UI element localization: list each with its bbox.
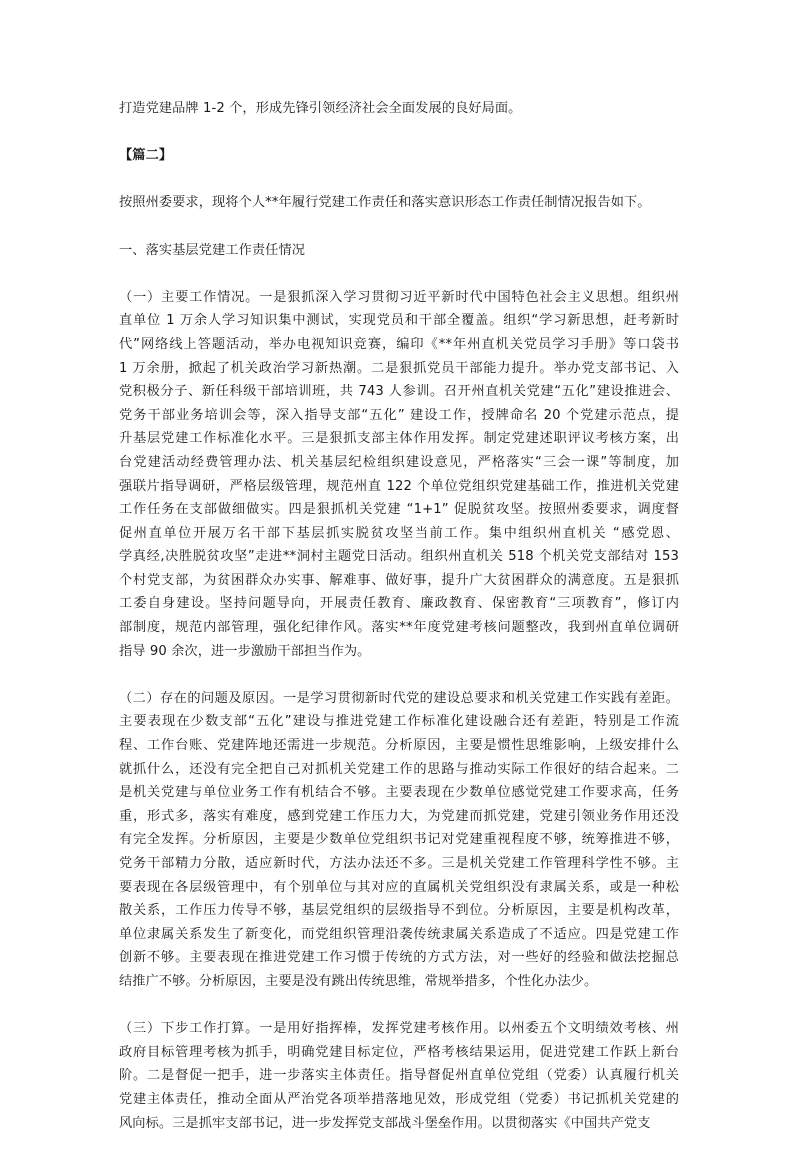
text-line: 学真经,决胜脱贫攻坚”走进**洞村主题党日活动。组织州直机关 518 个机关党支部结对 153: [119, 549, 679, 565]
text-line: 结推广不够。分析原因，主要是没有跳出传统思维，常规举措多，个性化办法少。: [119, 973, 598, 989]
text-line: 是机关党建与单位业务工作有机结合不够。主要表现在少数单位感觉党建工作要求高，任务: [119, 785, 679, 801]
text-line: 党务干部业务培训会等，深入指导支部“五化” 建设工作，授牌命名 20 个党建示范点，提: [119, 407, 679, 423]
paragraph-main-work: [119, 286, 679, 664]
text-line: 风向标。三是抓牢支部书记，进一步发挥党支部战斗堡垒作用。以贯彻落实《中国共产党支: [119, 1115, 651, 1131]
text-line: 程、工作台账、党建阵地还需进一步规范。分析原因，主要是惯性思维影响，上级安排什么: [119, 738, 679, 754]
paragraph-problems: [119, 687, 679, 994]
text-line: 创新不够。主要表现在推进党建工作习惯于传统的方式方法，对一些好的经验和做法挖掘总: [119, 950, 679, 966]
text-line: 单位隶属关系发生了新变化，而党组织管理沿袭传统隶属关系造成了不适应。四是党建工作: [119, 926, 679, 942]
text-line: 代”网络线上答题活动，举办电视知识竞赛，编印《**年州直机关党员学习手册》等口袋书: [119, 336, 679, 352]
text-line: 促州直单位开展万名干部下基层抓实脱贫攻坚当前工作。集中组织州直机关 “感党恩、: [119, 525, 679, 541]
text-line: 一、落实基层党建工作责任情况: [119, 242, 306, 258]
text-line: 直单位 1 万余人学习知识集中测试，实现党员和干部全覆盖。组织“学习新思想，赶考新时: [119, 313, 679, 329]
text-line: 按照州委要求，现将个人**年履行党建工作责任和落实意识形态工作责任制情况报告如下。: [119, 195, 651, 211]
text-line: 有完全发挥。分析原因，主要是少数单位党组织书记对党建重视程度不够，统筹推进不够，: [119, 832, 679, 848]
paragraph-closing: [119, 97, 679, 121]
text-line: 升基层党建工作标准化水平。三是狠抓支部主体作用发挥。制定党建述职评议考核方案，出: [119, 431, 679, 447]
text-line: 指导 90 余次，进一步激励干部担当作为。: [119, 643, 371, 659]
text-line: 工作任务在支部做细做实。四是狠抓机关党建 “1+1” 促脱贫攻坚。按照州委要求，调度督: [119, 502, 679, 518]
heading-section-one: [119, 239, 679, 263]
text-line: 工委自身建设。坚持问题导向，开展责任教育、廉政教育、保密教育“三项教育”，修订内: [119, 596, 679, 612]
text-line: 个村党支部，为贫困群众办实事、解难事、做好事，提升广大贫困群众的满意度。五是狠抓: [119, 572, 679, 588]
text-line: （一）主要工作情况。一是狠抓深入学习贯彻习近平新时代中国特色社会主义思想。组织州: [119, 289, 679, 305]
text-line: 党积极分子、新任科级干部培训班，共 743 人参训。召开州直机关党建“五化”建设推进会、: [119, 384, 679, 400]
text-line: 政府目标管理考核为抓手，明确党建目标定位，严格考核结果运用，促进党建工作跃上新台: [119, 1044, 679, 1060]
document-page: [119, 97, 679, 1159]
text-line: 要表现在各层级管理中，有个别单位与其对应的直属机关党组织没有隶属关系，或是一种松: [119, 879, 679, 895]
text-line: （三）下步工作打算。一是用好指挥棒，发挥党建考核作用。以州委五个文明绩效考核、州: [119, 1021, 679, 1037]
text-line: 打造党建品牌 1-2 个，形成先锋引领经济社会全面发展的良好局面。: [119, 101, 522, 116]
text-line: 阶。二是督促一把手，进一步落实主体责任。指导督促州直单位党组（党委）认真履行机关: [119, 1068, 679, 1084]
text-line: 强联片指导调研，严格层级管理，规范州直 122 个单位党组织党建基础工作，推进机关党建: [119, 478, 679, 494]
text-line: 台党建活动经费管理办法、机关基层纪检组织建设意见，严格落实“三会一课”等制度，加: [119, 454, 679, 470]
text-line: 重，形式多，落实有难度，感到党建工作压力大，为党建而抓党建，党建引领业务作用还没: [119, 808, 679, 824]
text-line: 1 万余册，掀起了机关政治学习新热潮。二是狠抓党员干部能力提升。举办党支部书记、入: [119, 360, 679, 376]
text-line: 党务干部精力分散，适应新时代，方法办法还不多。三是机关党建工作管理科学性不够。主: [119, 856, 679, 871]
text-line: 主要表现在少数支部“五化”建设与推进党建工作标准化建设融合还有差距，特别是工作流: [119, 714, 679, 730]
text-line: 【篇二】: [119, 148, 173, 164]
text-line: 党建主体责任，推动全面从严治党各项举措落地见效，形成党组（党委）书记抓机关党建的: [119, 1091, 679, 1107]
text-line: 就抓什么，还没有完全把自己对抓机关党建工作的思路与推动实际工作很好的结合起来。二: [119, 761, 679, 777]
text-line: （二）存在的问题及原因。一是学习贯彻新时代党的建设总要求和机关党建工作实践有差距。: [119, 690, 679, 706]
text-line: 散关系，工作压力传导不够，基层党组织的层级指导不到位。分析原因，主要是机构改革，: [119, 903, 679, 919]
paragraph-intro: [119, 191, 679, 215]
section-heading-part-two: [119, 144, 679, 168]
paragraph-next-steps: [119, 1017, 679, 1135]
text-line: 部制度，规范内部管理，强化纪律作风。落实**年度党建考核问题整改，我到州直单位调研: [119, 620, 679, 636]
